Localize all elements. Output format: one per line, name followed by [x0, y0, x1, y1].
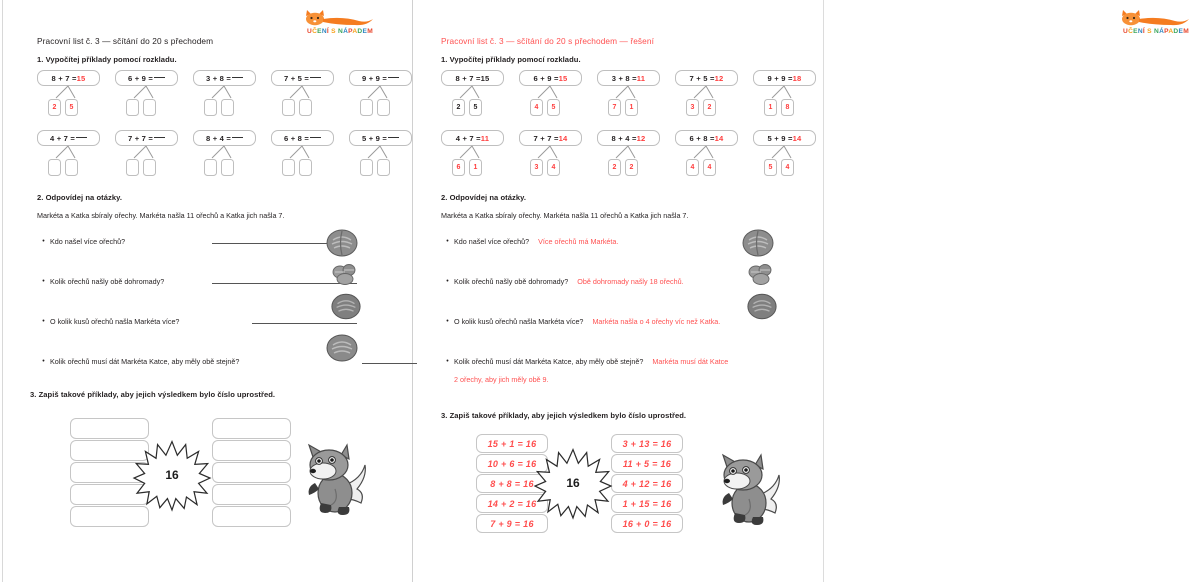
equation-box[interactable] [675, 130, 738, 146]
task3-center-number: 16 [566, 476, 580, 490]
equation-text: 7 + 5 = [283, 73, 310, 83]
part-box[interactable] [143, 159, 156, 176]
question-text: Kolik ořechů musí dát Markéta Katce, aby měly obě stejně? [454, 357, 644, 366]
equation-slot[interactable] [70, 418, 149, 439]
answer-blank[interactable] [154, 77, 165, 78]
decomposition-branch [441, 146, 504, 159]
task1-item[interactable] [115, 130, 193, 176]
equation-slot[interactable]: 14 + 2 = 16 [476, 494, 548, 513]
equation-text: 8 + 7 = [51, 73, 77, 83]
task1-item[interactable] [193, 130, 271, 176]
equation-slot[interactable]: 16 + 0 = 16 [611, 514, 683, 533]
equation-result: 18 [792, 73, 802, 83]
starburst-icon [535, 448, 611, 518]
walnut-icon [330, 292, 362, 326]
equation-text: 7 + 5 = [689, 73, 715, 83]
decomposition-branch [193, 146, 256, 159]
walnut-icon [741, 228, 775, 263]
page-title: Pracovní list č. 3 — sčítání do 20 s přechodem — řešení [441, 36, 655, 46]
equation-slot[interactable]: 1 + 15 = 16 [611, 494, 683, 513]
part-box[interactable]: 5 [65, 99, 78, 116]
fox-logo-icon [297, 8, 383, 36]
part-box[interactable]: 2 [703, 99, 716, 116]
part-box[interactable] [282, 99, 295, 116]
task1-item[interactable] [753, 130, 831, 176]
question-text: O kolik kusů ořechů našla Markéta více? [454, 317, 584, 326]
part-box[interactable] [143, 99, 156, 116]
task1-item[interactable] [597, 70, 675, 116]
equation-text: 6 + 8 = [689, 133, 715, 143]
decomposition-parts [608, 159, 675, 176]
decomposition-branch [519, 86, 582, 99]
part-box[interactable]: 2 [48, 99, 61, 116]
bullet-icon: • [446, 278, 449, 285]
decomposition-branch [597, 86, 660, 99]
part-box[interactable] [126, 99, 139, 116]
equation-result: 12 [636, 133, 646, 143]
task1-item[interactable] [271, 70, 349, 116]
part-box[interactable]: 2 [452, 99, 465, 116]
answer-blank[interactable] [388, 77, 399, 78]
task1-item[interactable] [37, 70, 115, 116]
part-box[interactable] [299, 159, 312, 176]
part-box[interactable]: 5 [469, 99, 482, 116]
task2-story: Markéta a Katka sbíraly ořechy. Markéta našla 11 ořechů a Katka jich našla 7. [441, 211, 689, 220]
question-text: Kolik ořechů našly obě dohromady? [50, 277, 165, 286]
equation-box[interactable] [519, 70, 582, 86]
equation-slot[interactable] [212, 418, 291, 439]
answer-text-line2: 2 ořechy, aby jich měly obě 9. [454, 375, 549, 384]
equation-result: 14 [714, 133, 724, 143]
decomposition-branch [349, 86, 412, 99]
equation-slot[interactable] [212, 462, 291, 483]
part-box[interactable]: 2 [625, 159, 638, 176]
answer-text: Markéta našla o 4 ořechy víc než Katka. [592, 317, 721, 326]
decomposition-branch [597, 146, 660, 159]
answer-blank[interactable] [310, 77, 321, 78]
equation-text: 8 + 4 = [205, 133, 232, 143]
brand-logo [297, 8, 383, 36]
solution-sheet [413, 0, 1189, 582]
part-box[interactable]: 5 [547, 99, 560, 116]
bullet-icon: • [446, 238, 449, 245]
bullet-icon: • [446, 358, 449, 365]
decomposition-parts [48, 159, 115, 176]
answer-blank[interactable] [232, 77, 243, 78]
decomposition-parts [126, 99, 193, 116]
answer-blank[interactable] [388, 137, 399, 138]
decomposition-branch [349, 146, 412, 159]
part-box[interactable] [299, 99, 312, 116]
decomposition-parts [126, 159, 193, 176]
equation-result: 15 [558, 73, 568, 83]
part-box[interactable] [48, 159, 61, 176]
decomposition-branch [519, 146, 582, 159]
decomposition-parts [686, 99, 753, 116]
decomposition-branch [753, 146, 816, 159]
equation-slot[interactable]: 4 + 12 = 16 [611, 474, 683, 493]
equation-slot[interactable]: 15 + 1 = 16 [476, 434, 548, 453]
equation-box[interactable] [441, 130, 504, 146]
equation-slot[interactable]: 3 + 13 = 16 [611, 434, 683, 453]
task1-row [441, 130, 831, 176]
task3-right-column [212, 418, 291, 527]
decomposition-branch [193, 86, 256, 99]
equation-slot[interactable]: 8 + 8 = 16 [476, 474, 548, 493]
equation-result: 11 [636, 73, 646, 83]
part-box[interactable]: 3 [530, 159, 543, 176]
equation-box[interactable] [37, 130, 100, 146]
part-box[interactable]: 4 [703, 159, 716, 176]
equation-box[interactable] [193, 70, 256, 86]
equation-text: 6 + 8 = [283, 133, 310, 143]
part-box[interactable]: 2 [608, 159, 621, 176]
equation-text: 8 + 4 = [611, 133, 637, 143]
equation-slot[interactable]: 11 + 5 = 16 [611, 454, 683, 473]
decomposition-branch [675, 146, 738, 159]
svg-text:UČENÍ S NÁPADEM: UČENÍ S NÁPADEM [1123, 28, 1189, 35]
starburst-icon [134, 440, 210, 510]
equation-text: 6 + 9 = [127, 73, 154, 83]
equation-box[interactable] [271, 70, 334, 86]
part-box[interactable]: 4 [530, 99, 543, 116]
question-row [37, 276, 417, 287]
equation-text: 5 + 9 = [361, 133, 388, 143]
equation-box[interactable] [753, 130, 816, 146]
question-text: O kolik kusů ořechů našla Markéta více? [50, 317, 180, 326]
fox-illustration-icon [299, 443, 369, 528]
equation-result: 11 [480, 133, 490, 143]
equation-box[interactable] [115, 70, 178, 86]
bullet-icon: • [42, 318, 45, 325]
peanut-icon [746, 262, 776, 291]
equation-slot[interactable] [212, 484, 291, 505]
task2-heading: 2. Odpovídej na otázky. [441, 193, 526, 202]
question-row [37, 236, 417, 247]
decomposition-parts [204, 159, 271, 176]
bullet-icon: • [42, 238, 45, 245]
equation-result: 14 [792, 133, 802, 143]
part-box[interactable] [221, 99, 234, 116]
fox-illustration-icon [713, 453, 783, 538]
walnut-icon [746, 292, 778, 326]
task3-heading: 3. Zapiš takové příklady, aby jejich výsledkem bylo číslo uprostřed. [30, 390, 276, 399]
equation-result: 14 [558, 133, 568, 143]
part-box[interactable] [282, 159, 295, 176]
task1-item[interactable] [519, 70, 597, 116]
equation-text: 4 + 7 = [49, 133, 76, 143]
answer-blank[interactable] [310, 137, 321, 138]
decomposition-parts [530, 159, 597, 176]
part-box[interactable] [377, 159, 390, 176]
task3-heading: 3. Zapiš takové příklady, aby jejich výsledkem bylo číslo uprostřed. [441, 411, 687, 420]
part-box[interactable] [360, 99, 373, 116]
task3-center-number: 16 [165, 468, 179, 482]
equation-text: 7 + 7 = [127, 133, 154, 143]
part-box[interactable]: 5 [764, 159, 777, 176]
decomposition-branch [271, 86, 334, 99]
equation-box[interactable] [115, 130, 178, 146]
question-row [37, 356, 417, 367]
task1-item[interactable] [441, 130, 519, 176]
answer-blank[interactable] [232, 137, 243, 138]
answer-blank[interactable] [76, 137, 87, 138]
decomposition-parts [282, 99, 349, 116]
decomposition-parts [282, 159, 349, 176]
answer-blank[interactable] [154, 137, 165, 138]
decomposition-parts [608, 99, 675, 116]
part-box[interactable] [204, 159, 217, 176]
equation-slot[interactable] [212, 506, 291, 527]
svg-text:UČENÍ S NÁPADEM: UČENÍ S NÁPADEM [307, 28, 373, 35]
task1-item[interactable] [519, 130, 597, 176]
part-box[interactable] [221, 159, 234, 176]
task1-item[interactable] [675, 70, 753, 116]
equation-box[interactable] [193, 130, 256, 146]
decomposition-parts [452, 99, 519, 116]
equation-box[interactable] [37, 70, 100, 86]
decomposition-parts [764, 159, 831, 176]
equation-result: 15 [76, 73, 86, 83]
equation-result: 15 [480, 73, 490, 83]
task1-item[interactable] [115, 70, 193, 116]
page-title: Pracovní list č. 3 — sčítání do 20 s přechodem [37, 36, 214, 46]
equation-slot[interactable]: 10 + 6 = 16 [476, 454, 548, 473]
part-box[interactable]: 1 [764, 99, 777, 116]
task2-heading: 2. Odpovídej na otázky. [37, 193, 122, 202]
question-text: Kdo našel více ořechů? [50, 237, 126, 246]
equation-text: 4 + 7 = [455, 133, 481, 143]
answer-text: Obě dohromady našly 18 ořechů. [577, 277, 684, 286]
part-box[interactable]: 4 [781, 159, 794, 176]
equation-box[interactable] [349, 70, 412, 86]
decomposition-parts [48, 99, 115, 116]
decomposition-branch [271, 146, 334, 159]
part-box[interactable] [360, 159, 373, 176]
task1-item[interactable] [597, 130, 675, 176]
equation-box[interactable] [519, 130, 582, 146]
equation-slot[interactable]: 7 + 9 = 16 [476, 514, 548, 533]
task1-item[interactable] [675, 130, 753, 176]
equation-text: 9 + 9 = [361, 73, 388, 83]
part-box[interactable]: 7 [608, 99, 621, 116]
part-box[interactable]: 8 [781, 99, 794, 116]
task1-heading: 1. Vypočítej příklady pomocí rozkladu. [37, 55, 177, 64]
equation-slot[interactable] [212, 440, 291, 461]
answer-row-continued [441, 374, 821, 385]
bullet-icon: • [42, 278, 45, 285]
question-text: Kolik ořechů musí dát Markéta Katce, aby měly obě stejně? [50, 357, 240, 366]
task1-grid [441, 70, 831, 176]
task1-item[interactable] [441, 70, 519, 116]
part-box[interactable]: 4 [686, 159, 699, 176]
equation-box[interactable] [753, 70, 816, 86]
part-box[interactable]: 1 [469, 159, 482, 176]
decomposition-parts [686, 159, 753, 176]
equation-text: 7 + 7 = [533, 133, 559, 143]
part-box[interactable] [65, 159, 78, 176]
assignment-sheet [0, 0, 413, 582]
question-text: Kolik ořechů našly obě dohromady? [454, 277, 569, 286]
task1-heading: 1. Vypočítej příklady pomocí rozkladu. [441, 55, 581, 64]
decomposition-parts [452, 159, 519, 176]
part-box[interactable] [377, 99, 390, 116]
part-box[interactable] [126, 159, 139, 176]
equation-text: 3 + 8 = [611, 73, 637, 83]
answer-blank[interactable] [362, 356, 417, 364]
task1-row [37, 130, 427, 176]
fox-logo-icon [1113, 8, 1199, 36]
brand-logo [1113, 8, 1199, 36]
task3-right-column [611, 434, 683, 533]
walnut-icon [325, 333, 359, 368]
decomposition-branch [675, 86, 738, 99]
decomposition-parts [530, 99, 597, 116]
part-box[interactable]: 4 [547, 159, 560, 176]
bullet-icon: • [42, 358, 45, 365]
task1-grid [37, 70, 427, 176]
walnut-icon [325, 228, 359, 263]
decomposition-branch [37, 146, 100, 159]
task1-item[interactable] [753, 70, 831, 116]
equation-box[interactable] [675, 70, 738, 86]
bullet-icon: • [446, 318, 449, 325]
answer-text: Více ořechů má Markéta. [538, 237, 619, 246]
task1-item[interactable] [271, 130, 349, 176]
task2-story: Markéta a Katka sbíraly ořechy. Markéta našla 11 ořechů a Katka jich našla 7. [37, 211, 285, 220]
decomposition-branch [37, 86, 100, 99]
decomposition-parts [764, 99, 831, 116]
equation-box[interactable] [441, 70, 504, 86]
task1-item[interactable] [193, 70, 271, 116]
equation-box[interactable] [271, 130, 334, 146]
equation-text: 9 + 9 = [767, 73, 793, 83]
part-box[interactable]: 1 [625, 99, 638, 116]
task1-item[interactable] [37, 130, 115, 176]
equation-text: 8 + 7 = [455, 73, 481, 83]
peanut-icon [330, 262, 360, 291]
equation-box[interactable] [597, 130, 660, 146]
equation-text: 6 + 9 = [533, 73, 559, 83]
equation-text: 3 + 8 = [205, 73, 232, 83]
question-row [441, 356, 821, 367]
equation-box[interactable] [597, 70, 660, 86]
equation-text: 5 + 9 = [767, 133, 793, 143]
decomposition-parts [204, 99, 271, 116]
decomposition-branch [115, 146, 178, 159]
part-box[interactable]: 6 [452, 159, 465, 176]
part-box[interactable]: 3 [686, 99, 699, 116]
question-text: Kdo našel více ořechů? [454, 237, 530, 246]
decomposition-branch [115, 86, 178, 99]
task1-row [37, 70, 427, 116]
equation-result: 12 [714, 73, 724, 83]
decomposition-branch [753, 86, 816, 99]
equation-box[interactable] [349, 130, 412, 146]
part-box[interactable] [204, 99, 217, 116]
decomposition-branch [441, 86, 504, 99]
answer-text: Markéta musí dát Katce [652, 357, 729, 366]
task1-row [441, 70, 831, 116]
